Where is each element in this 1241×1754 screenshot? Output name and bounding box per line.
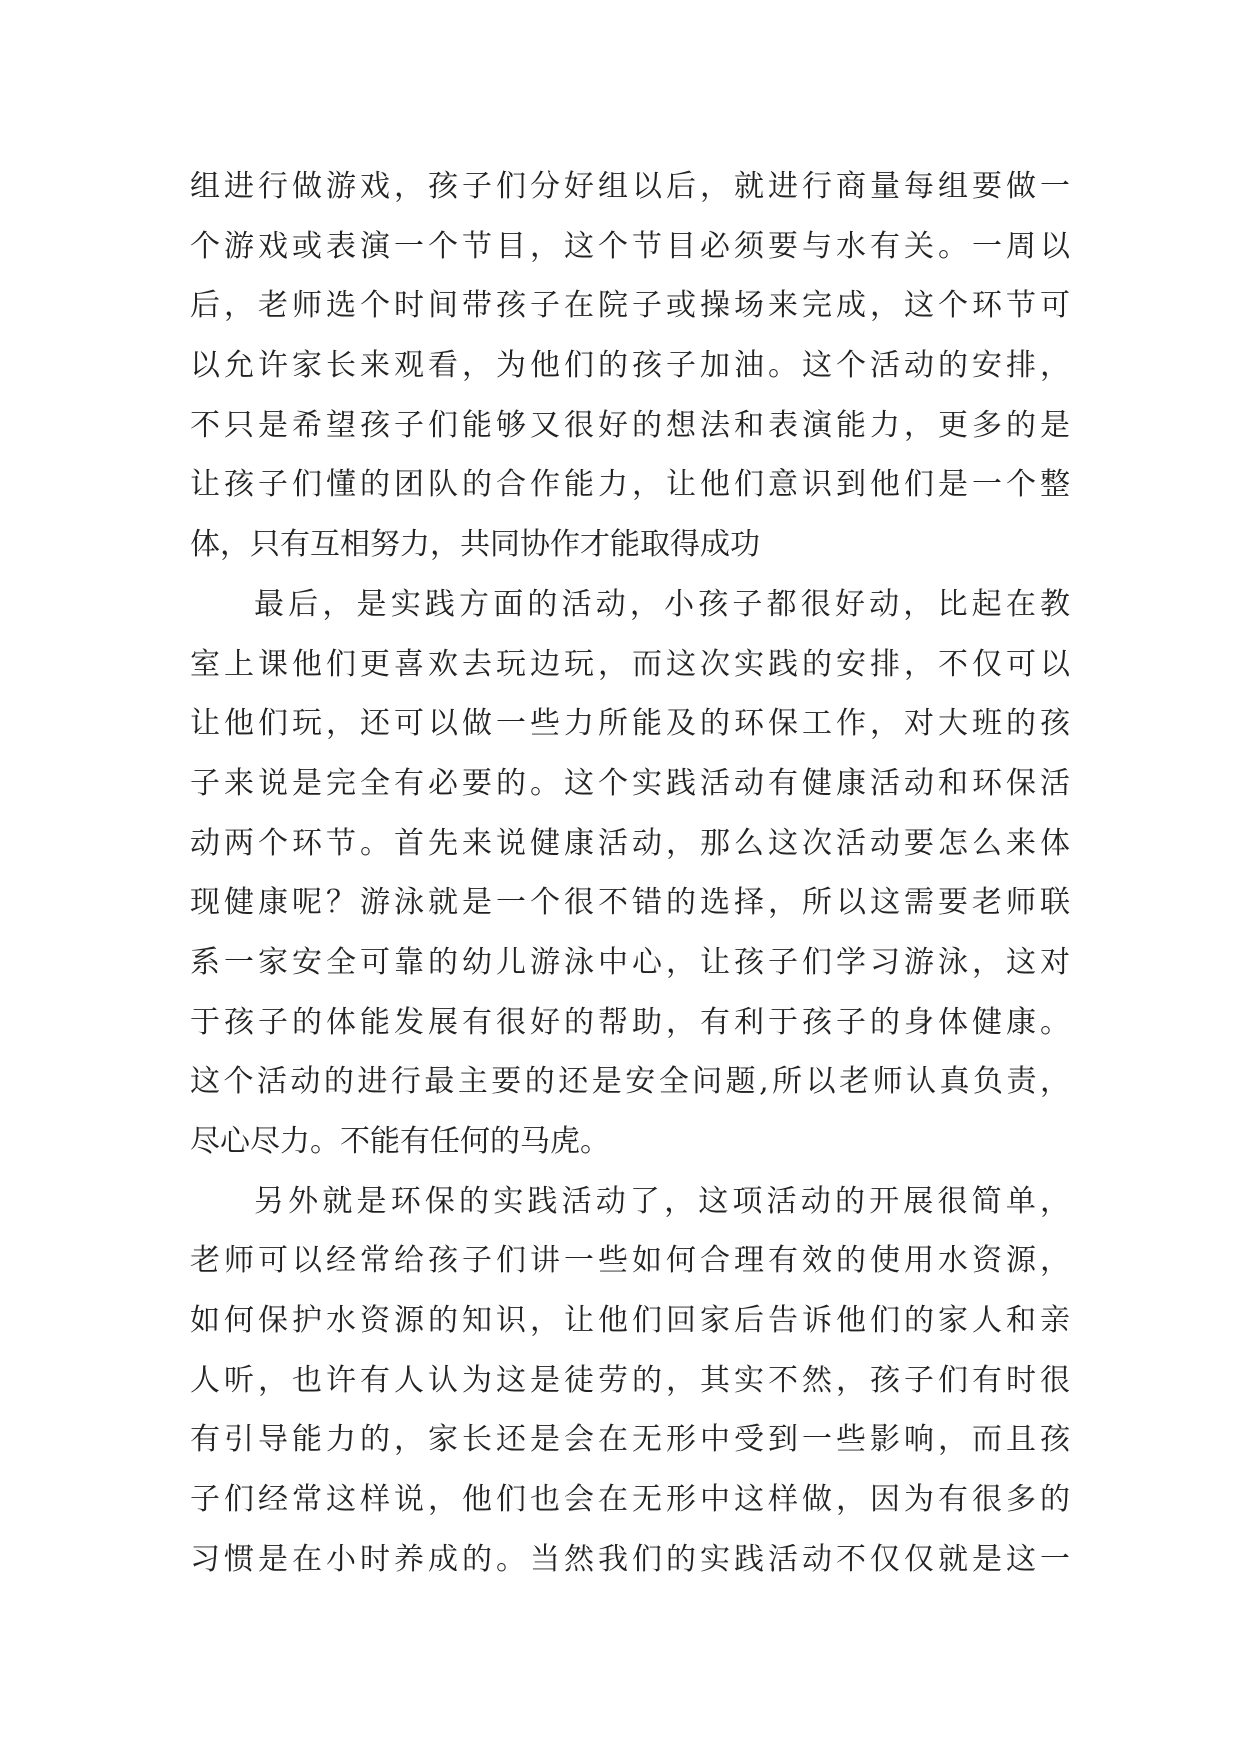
text-line: 系一家安全可靠的幼儿游泳中心，让孩子们学习游泳，这对 <box>190 944 1070 980</box>
text-line: 组进行做游戏，孩子们分好组以后，就进行商量每组要做一 <box>190 169 1070 204</box>
text-line: 动两个环节。首先来说健康活动，那么这次活动要怎么来体 <box>190 825 1070 861</box>
text-line: 子来说是完全有必要的。这个实践活动有健康活动和环保活 <box>190 765 1070 801</box>
text-line: 如何保护水资源的知识，让他们回家后告诉他们的家人和亲 <box>190 1303 1070 1339</box>
text-line: 后，老师选个时间带孩子在院子或操场来完成，这个环节可 <box>190 288 1070 324</box>
paragraph-2 <box>190 575 1070 1172</box>
text-line: 于孩子的体能发展有很好的帮助，有利于孩子的身体健康。 <box>190 1004 1070 1040</box>
text-line: 不只是希望孩子们能够又很好的想法和表演能力，更多的是 <box>190 407 1070 443</box>
paragraph-1 <box>190 157 1070 575</box>
document-body <box>190 157 1070 1590</box>
text-line: 让孩子们懂的团队的合作能力，让他们意识到他们是一个整 <box>190 467 1070 503</box>
text-line: 有引导能力的，家长还是会在无形中受到一些影响，而且孩 <box>190 1422 1070 1458</box>
text-line: 个游戏或表演一个节目，这个节目必须要与水有关。一周以 <box>190 228 1070 264</box>
text-line: 以允许家长来观看，为他们的孩子加油。这个活动的安排， <box>190 348 1070 384</box>
text-line: 老师可以经常给孩子们讲一些如何合理有效的使用水资源， <box>190 1243 1070 1279</box>
text-line: 人听，也许有人认为这是徒劳的，其实不然，孩子们有时很 <box>190 1362 1070 1398</box>
text-line: 最后，是实践方面的活动，小孩子都很好动，比起在教 <box>254 586 1070 622</box>
text-line: 习惯是在小时养成的。当然我们的实践活动不仅仅就是这一 <box>190 1541 1070 1577</box>
text-line: 现健康呢？游泳就是一个很不错的选择，所以这需要老师联 <box>190 885 1070 921</box>
text-line: 室上课他们更喜欢去玩边玩，而这次实践的安排，不仅可以 <box>190 646 1070 682</box>
text-line: 体，只有互相努力，共同协作才能取得成功 <box>190 527 760 563</box>
paragraph-3 <box>190 1172 1070 1590</box>
text-line: 尽心尽力。不能有任何的马虎。 <box>190 1124 610 1159</box>
text-line: 另外就是环保的实践活动了，这项活动的开展很简单， <box>254 1183 1070 1219</box>
text-line: 子们经常这样说，他们也会在无形中这样做，因为有很多的 <box>190 1482 1070 1518</box>
text-line: 这个活动的进行最主要的还是安全问题,所以老师认真负责， <box>190 1064 1070 1100</box>
text-line: 让他们玩，还可以做一些力所能及的环保工作，对大班的孩 <box>190 706 1070 742</box>
